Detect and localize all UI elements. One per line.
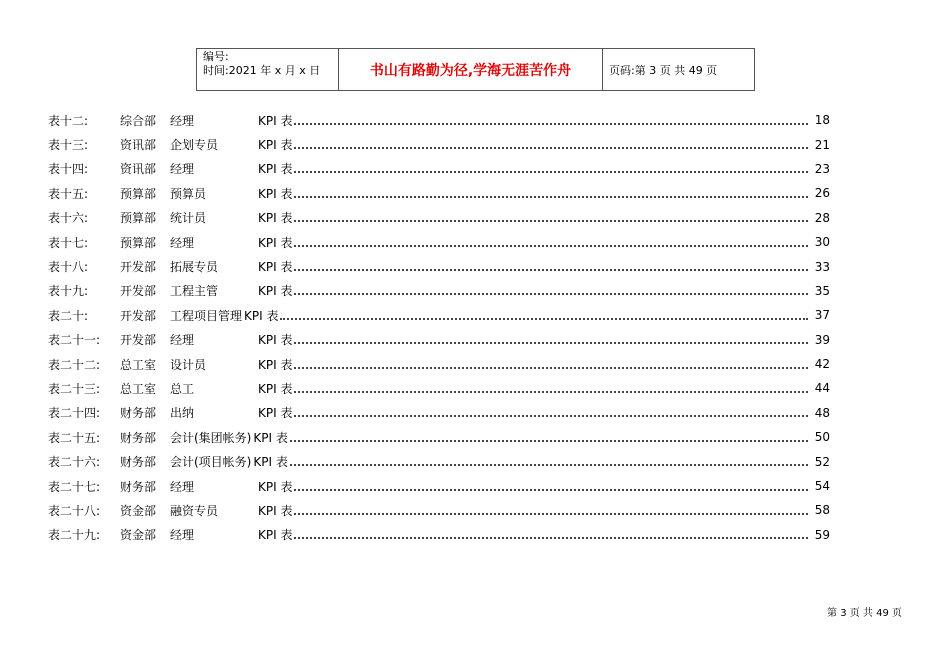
toc-entry-page: 23	[814, 161, 830, 176]
toc-entry-kpi	[258, 112, 810, 129]
toc-entry-role: 经理	[170, 235, 195, 250]
toc-leader-dots	[290, 463, 808, 466]
toc-entry[interactable]	[48, 328, 830, 352]
toc-entry-kpi	[258, 356, 810, 373]
toc-entry-kpi-label: KPI 表	[258, 479, 293, 494]
toc-entry-kpi	[258, 136, 810, 153]
toc-entry-department: 资讯部	[120, 138, 157, 153]
toc-entry-number: 表十七:	[48, 235, 89, 250]
toc-entry-number: 表十六:	[48, 211, 89, 226]
toc-leader-dots	[294, 536, 808, 539]
toc-entry-kpi	[253, 453, 810, 470]
toc-entry-page: 37	[814, 308, 830, 323]
toc-entry-department: 预算部	[120, 186, 157, 201]
toc-entry-role: 经理	[170, 479, 195, 494]
toc-entry-role: 经理	[170, 528, 195, 543]
toc-entry-number: 表十二:	[48, 113, 89, 128]
toc-entry-kpi-label: KPI 表	[258, 260, 293, 275]
toc-entry-page: 52	[814, 454, 830, 469]
toc-entry-department: 开发部	[120, 284, 157, 299]
toc-leader-dots	[294, 414, 808, 417]
toc-entry-kpi-label: KPI 表	[258, 284, 293, 299]
toc-entry-page: 58	[814, 503, 830, 518]
toc-entry[interactable]	[48, 523, 830, 547]
toc-entry-role: 工程项目管理	[170, 308, 243, 323]
toc-leader-dots	[280, 317, 808, 320]
motto-text: 书山有路勤为径,学海无涯苦作舟	[369, 62, 572, 79]
toc-entry[interactable]	[48, 279, 830, 303]
toc-entry-kpi	[258, 160, 810, 177]
toc-entry[interactable]	[48, 401, 830, 425]
toc-entry[interactable]	[48, 108, 830, 132]
time-label: 时间:2021 年 x 月 x 日	[203, 64, 321, 77]
toc-entry-number: 表二十八:	[48, 503, 101, 518]
toc-entry-kpi-label: KPI 表	[258, 186, 293, 201]
toc-entry-kpi-label: KPI 表	[258, 357, 293, 372]
toc-leader-dots	[294, 170, 808, 173]
header-info-cell	[197, 49, 339, 90]
toc-entry-number: 表二十四:	[48, 406, 101, 421]
toc-leader-dots	[294, 122, 808, 125]
toc-entry-role: 总工	[170, 381, 195, 396]
toc-entry-kpi-label: KPI 表	[258, 503, 293, 518]
toc-leader-dots	[294, 292, 808, 295]
toc-entry-kpi	[258, 282, 810, 299]
toc-entry-department: 预算部	[120, 211, 157, 226]
toc-entry-role: 企划专员	[170, 138, 219, 153]
toc-entry-page: 35	[814, 283, 830, 298]
toc-entry-number: 表二十九:	[48, 528, 101, 543]
toc-entry-page: 28	[814, 210, 830, 225]
toc-entry-page: 39	[814, 332, 830, 347]
toc-entry-kpi-label: KPI 表	[258, 528, 293, 543]
toc-entry-kpi	[258, 234, 810, 251]
toc-entry-role: 统计员	[170, 211, 207, 226]
toc-entry-page: 42	[814, 357, 830, 372]
toc-entry[interactable]	[48, 181, 830, 205]
toc-leader-dots	[294, 366, 808, 369]
toc-entry-number: 表二十五:	[48, 430, 101, 445]
toc-entry-kpi-label: KPI 表	[258, 162, 293, 177]
toc-entry[interactable]	[48, 498, 830, 522]
toc-entry-page: 33	[814, 259, 830, 274]
toc-entry-number: 表二十一:	[48, 333, 101, 348]
toc-entry-number: 表十四:	[48, 162, 89, 177]
toc-entry-kpi	[258, 526, 810, 543]
toc-entry[interactable]	[48, 157, 830, 181]
toc-entry-kpi-label: KPI 表	[258, 138, 293, 153]
toc-entry-kpi-label: KPI 表	[253, 455, 288, 470]
toc-entry-kpi	[258, 404, 810, 421]
toc-leader-dots	[294, 195, 808, 198]
toc-entry-role: 拓展专员	[170, 260, 219, 275]
toc-entry-role: 融资专员	[170, 503, 219, 518]
number-label: 编号:	[203, 50, 229, 63]
toc-entry-number: 表十五:	[48, 186, 89, 201]
toc-entry[interactable]	[48, 132, 830, 156]
toc-entry-department: 开发部	[120, 333, 157, 348]
toc-entry-role: 会计(集团帐务)	[170, 430, 252, 445]
toc-entry-role: 设计员	[170, 357, 207, 372]
header-page-cell	[603, 49, 754, 90]
toc-entry-department: 财务部	[120, 406, 157, 421]
toc-leader-dots	[294, 341, 808, 344]
toc-entry[interactable]	[48, 254, 830, 278]
toc-entry-kpi	[253, 429, 810, 446]
toc-entry-page: 48	[814, 405, 830, 420]
toc-entry-department: 总工室	[120, 381, 157, 396]
toc-entry-department: 综合部	[120, 113, 157, 128]
toc-leader-dots	[290, 439, 808, 442]
toc-entry-number: 表二十:	[48, 308, 89, 323]
toc-entry-role: 预算员	[170, 186, 207, 201]
toc-entry-page: 44	[814, 381, 830, 396]
toc-leader-dots	[294, 268, 808, 271]
toc-entry-number: 表二十七:	[48, 479, 101, 494]
toc-entry-kpi-label: KPI 表	[258, 381, 293, 396]
toc-entry-department: 资讯部	[120, 162, 157, 177]
toc-entry-number: 表十九:	[48, 284, 89, 299]
toc-leader-dots	[294, 219, 808, 222]
toc-entry[interactable]	[48, 352, 830, 376]
toc-entry-kpi	[258, 258, 810, 275]
toc-entry-page: 30	[814, 235, 830, 250]
document-header	[196, 48, 755, 91]
toc-entry-kpi-label: KPI 表	[258, 235, 293, 250]
toc-entry-role: 经理	[170, 113, 195, 128]
toc-entry[interactable]	[48, 206, 830, 230]
toc-entry-page: 21	[814, 137, 830, 152]
toc-entry-department: 财务部	[120, 479, 157, 494]
toc-entry[interactable]	[48, 474, 830, 498]
toc-leader-dots	[294, 512, 808, 515]
toc-entry-kpi-label: KPI 表	[258, 113, 293, 128]
toc-entry-page: 18	[814, 113, 830, 128]
toc-entry-page: 50	[814, 430, 830, 445]
toc-entry-number: 表十三:	[48, 138, 89, 153]
header-motto-cell	[339, 49, 603, 90]
toc-entry-role: 工程主管	[170, 284, 219, 299]
toc-entry[interactable]	[48, 449, 830, 473]
toc-entry-kpi	[258, 380, 810, 397]
toc-entry-department: 资金部	[120, 528, 157, 543]
toc-entry-department: 开发部	[120, 260, 157, 275]
toc-entry-kpi	[258, 331, 810, 348]
toc-entry-kpi	[244, 307, 810, 324]
toc-entry-number: 表二十二:	[48, 357, 101, 372]
toc-entry-kpi	[258, 209, 810, 226]
toc-entry-kpi-label: KPI 表	[258, 406, 293, 421]
toc-entry[interactable]	[48, 376, 830, 400]
toc-entry-department: 财务部	[120, 430, 157, 445]
toc-entry-role: 经理	[170, 333, 195, 348]
toc-entry-department: 开发部	[120, 308, 157, 323]
toc-entry-kpi-label: KPI 表	[244, 308, 279, 323]
toc-entry-kpi	[258, 478, 810, 495]
toc-entry-role: 会计(项目帐务)	[170, 455, 252, 470]
toc-entry-number: 表二十六:	[48, 455, 101, 470]
toc-entry[interactable]	[48, 425, 830, 449]
toc-entry-kpi	[258, 502, 810, 519]
toc-entry-department: 财务部	[120, 455, 157, 470]
toc-leader-dots	[294, 146, 808, 149]
header-page-label: 页码:第 3 页 共 49 页	[609, 63, 718, 77]
toc-entry-page: 26	[814, 186, 830, 201]
toc-entry[interactable]	[48, 230, 830, 254]
toc-entry-department: 资金部	[120, 503, 157, 518]
toc-leader-dots	[294, 390, 808, 393]
toc-entry-page: 54	[814, 479, 830, 494]
toc-entry-department: 总工室	[120, 357, 157, 372]
toc-entry-kpi-label: KPI 表	[258, 211, 293, 226]
toc-entry-kpi-label: KPI 表	[258, 333, 293, 348]
toc-entry-department: 预算部	[120, 235, 157, 250]
toc-entry-number: 表二十三:	[48, 381, 101, 396]
toc-leader-dots	[294, 244, 808, 247]
toc-entry-role: 经理	[170, 162, 195, 177]
toc-entry-role: 出纳	[170, 406, 195, 421]
toc-leader-dots	[294, 488, 808, 491]
toc-entry-kpi	[258, 185, 810, 202]
toc-entry-kpi-label: KPI 表	[253, 430, 288, 445]
toc-entry-page: 59	[814, 527, 830, 542]
table-of-contents	[48, 108, 830, 547]
toc-entry-number: 表十八:	[48, 260, 89, 275]
page-footer: 第 3 页 共 49 页	[827, 608, 902, 619]
toc-entry[interactable]	[48, 303, 830, 327]
